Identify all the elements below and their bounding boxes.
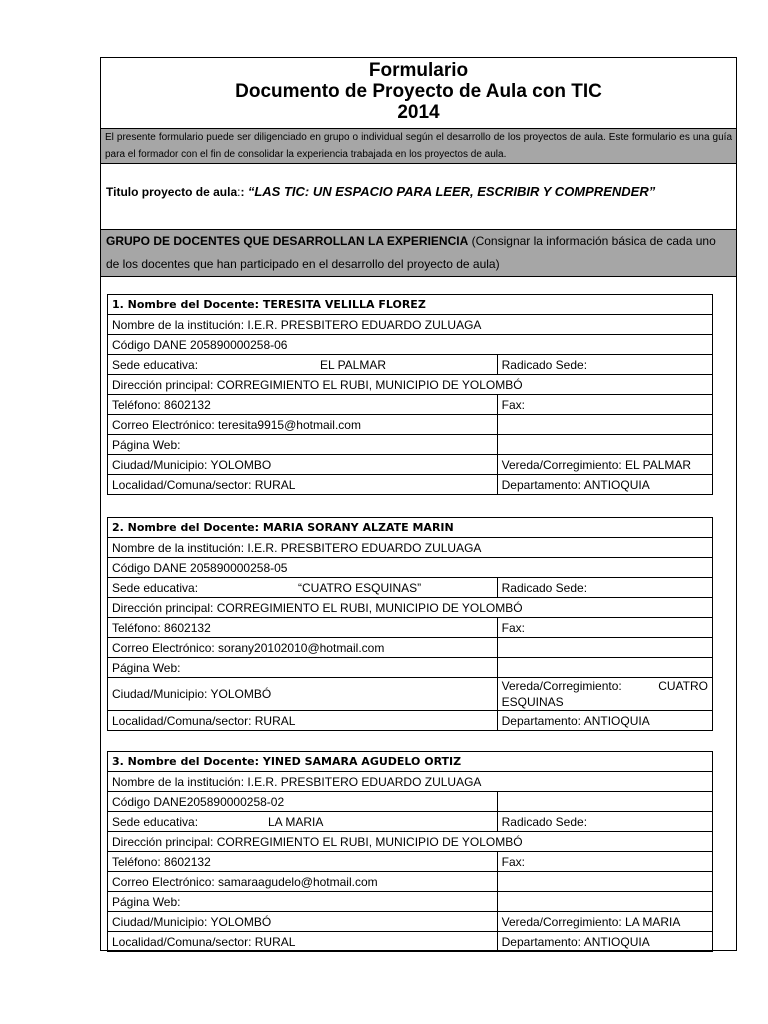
project-title-row: Titulo proyecto de aula:: “LAS TIC: UN ESPACIO PARA LEER, ESCRIBIR Y COMPRENDER” xyxy=(101,164,736,230)
group-description: (Consignar la información básica de cada uno de los docentes que han participado en el desarrollo del proyecto de aula) xyxy=(106,234,716,271)
institution-cell: Nombre de la institución: I.E.R. PRESBITERO EDUARDO ZULUAGA xyxy=(108,772,713,792)
empty-cell xyxy=(497,638,712,658)
empty-cell xyxy=(497,415,712,435)
group-heading: GRUPO DE DOCENTES QUE DESARROLLAN LA EXPERIENCIA xyxy=(106,234,469,248)
locality-cell: Localidad/Comuna/sector: RURAL xyxy=(108,932,498,952)
project-title-label: Titulo proyecto de aula xyxy=(106,185,238,199)
sede-value: “CUATRO ESQUINAS” xyxy=(298,580,422,595)
empty-cell xyxy=(497,435,712,455)
department-cell: Departamento: ANTIOQUIA xyxy=(497,711,712,731)
form-header xyxy=(101,58,736,129)
radicado-cell: Radicado Sede: xyxy=(497,355,712,375)
fax-cell: Fax: xyxy=(497,852,712,872)
form-frame xyxy=(100,57,737,951)
radicado-cell: Radicado Sede: xyxy=(497,812,712,832)
empty-cell xyxy=(497,892,712,912)
sede-value: EL PALMAR xyxy=(320,357,387,372)
empty-cell xyxy=(497,872,712,892)
fax-cell: Fax: xyxy=(497,618,712,638)
department-cell: Departamento: ANTIOQUIA xyxy=(497,475,712,495)
radicado-cell: Radicado Sede: xyxy=(497,578,712,598)
group-section-header xyxy=(101,230,736,277)
address-cell: Dirección principal: CORREGIMIENTO EL RUBI, MUNICIPIO DE YOLOMBÓ xyxy=(108,598,713,618)
teacher-name: 3. Nombre del Docente: YINED SAMARA AGUDELO ORTIZ xyxy=(108,752,713,772)
vereda-label: Vereda/Corregimiento: xyxy=(501,679,622,693)
vereda-cell: Vereda/Corregimiento: EL PALMAR xyxy=(497,455,712,475)
email-cell: Correo Electrónico: samaraagudelo@hotmail.com xyxy=(108,872,498,892)
empty-cell xyxy=(497,792,712,812)
project-title-value: “LAS TIC: UN ESPACIO PARA LEER, ESCRIBIR Y COMPRENDER” xyxy=(247,184,656,199)
empty-cell xyxy=(497,658,712,678)
phone-cell: Teléfono: 8602132 xyxy=(108,618,498,638)
dane-cell: Código DANE 205890000258-06 xyxy=(108,335,713,355)
fax-cell: Fax: xyxy=(497,395,712,415)
form-year: 2014 xyxy=(397,102,440,123)
sede-cell xyxy=(108,578,498,598)
institution-cell: Nombre de la institución: I.E.R. PRESBITERO EDUARDO ZULUAGA xyxy=(108,315,713,335)
vereda-cell xyxy=(497,678,712,711)
address-cell: Dirección principal: CORREGIMIENTO EL RUBI, MUNICIPIO DE YOLOMBÓ xyxy=(108,832,713,852)
vereda-cell: Vereda/Corregimiento: LA MARIA xyxy=(497,912,712,932)
department-cell: Departamento: ANTIOQUIA xyxy=(497,932,712,952)
sede-value: LA MARIA xyxy=(268,814,324,829)
intro-text: El presente formulario puede ser diligenciado en grupo o individual según el desarrollo de los proyectos de aula. Este formulario es una guía para el formador con el fin de consolidar la experiencia trabajada en los proyectos de aula. xyxy=(101,129,736,164)
phone-cell: Teléfono: 8602132 xyxy=(108,395,498,415)
city-cell: Ciudad/Municipio: YOLOMBÓ xyxy=(108,678,498,711)
sede-label: Sede educativa: xyxy=(112,357,199,372)
project-title-colon: : xyxy=(237,185,241,199)
web-cell: Página Web: xyxy=(108,892,498,912)
city-cell: Ciudad/Municipio: YOLOMBO xyxy=(108,455,498,475)
web-cell: Página Web: xyxy=(108,658,498,678)
sede-label: Sede educativa: xyxy=(112,814,199,829)
teacher-name: 2. Nombre del Docente: MARIA SORANY ALZATE MARIN xyxy=(108,518,713,538)
email-cell: Correo Electrónico: sorany20102010@hotmail.com xyxy=(108,638,498,658)
dane-cell: Código DANE205890000258-02 xyxy=(108,792,498,812)
web-cell: Página Web: xyxy=(108,435,498,455)
sede-cell xyxy=(108,355,498,375)
vereda-value-2: ESQUINAS xyxy=(501,695,564,709)
email-cell: Correo Electrónico: teresita9915@hotmail.com xyxy=(108,415,498,435)
form-title: Formulario xyxy=(368,60,469,81)
form-subtitle: Documento de Proyecto de Aula con TIC xyxy=(235,81,602,102)
teacher-name: 1. Nombre del Docente: TERESITA VELILLA FLOREZ xyxy=(108,295,713,315)
sede-label: Sede educativa: xyxy=(112,580,199,595)
teacher-table-2 xyxy=(107,517,713,731)
locality-cell: Localidad/Comuna/sector: RURAL xyxy=(108,475,498,495)
vereda-value-1: CUATRO xyxy=(658,679,708,693)
address-cell: Dirección principal: CORREGIMIENTO EL RUBI, MUNICIPIO DE YOLOMBÓ xyxy=(108,375,713,395)
dane-cell: Código DANE 205890000258-05 xyxy=(108,558,713,578)
teacher-table-3 xyxy=(107,751,713,952)
sede-cell xyxy=(108,812,498,832)
institution-cell: Nombre de la institución: I.E.R. PRESBITERO EDUARDO ZULUAGA xyxy=(108,538,713,558)
locality-cell: Localidad/Comuna/sector: RURAL xyxy=(108,711,498,731)
teacher-table-1 xyxy=(107,294,713,495)
phone-cell: Teléfono: 8602132 xyxy=(108,852,498,872)
city-cell: Ciudad/Municipio: YOLOMBÓ xyxy=(108,912,498,932)
